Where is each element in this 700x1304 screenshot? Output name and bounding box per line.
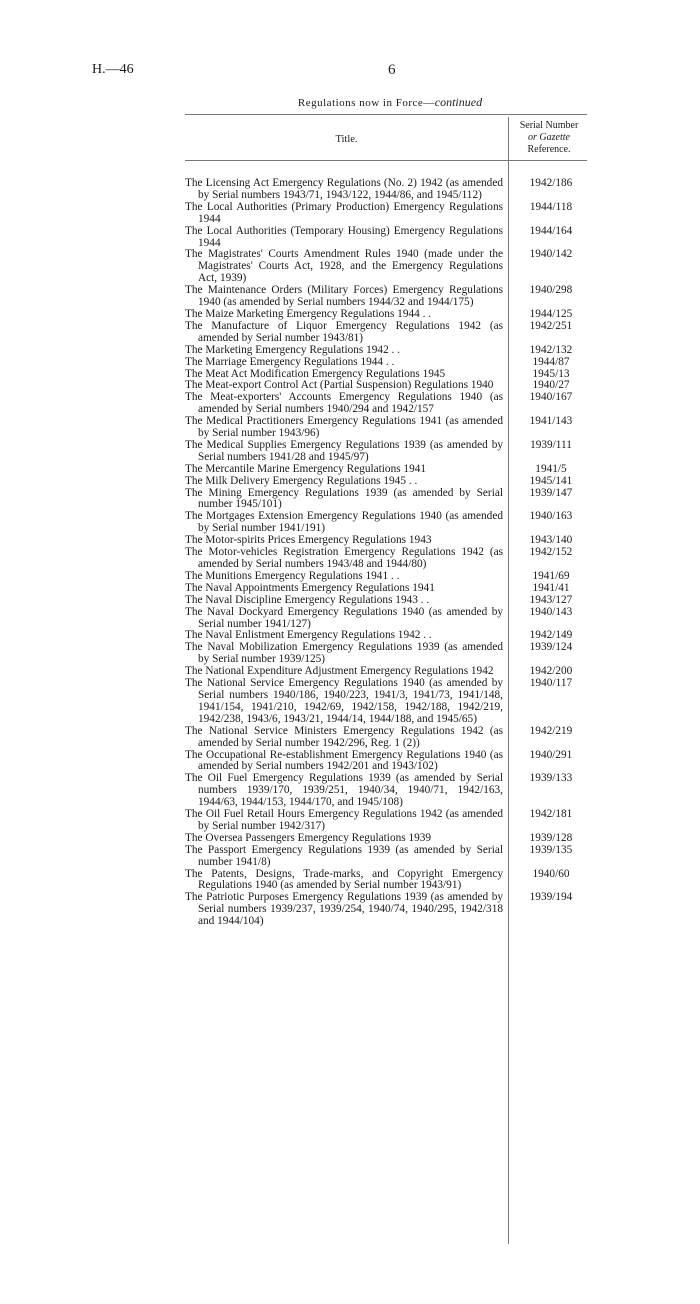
serial-reference: 1940/163 xyxy=(529,510,573,523)
document-reference: H.—46 xyxy=(92,62,134,77)
regulation-title: The Naval Dockyard Emergency Regulations 1940 (as amended by Serial number 1941/127) xyxy=(185,605,503,630)
page-number: 6 xyxy=(388,62,396,78)
regulation-title: The Naval Appointments Emergency Regulations 1941 xyxy=(185,581,435,594)
regulation-title: The National Service Ministers Emergency Regulations 1942 (as amended by Serial number 1942/296, Reg. 1 (2)) xyxy=(185,724,503,749)
regulation-row xyxy=(185,547,605,571)
serial-reference: 1942/132 xyxy=(529,343,573,356)
serial-reference: 1940/27 xyxy=(532,379,570,392)
regulation-title: The Patents, Designs, Trade-marks, and Copyright Emergency Regulations 1940 (as amended by Serial number 1943/91) xyxy=(185,867,503,892)
serial-reference: 1943/127 xyxy=(529,593,573,606)
regulation-row xyxy=(185,357,605,369)
serial-reference: 1939/124 xyxy=(529,641,573,654)
serial-reference: 1940/142 xyxy=(529,248,573,261)
regulation-row xyxy=(185,345,605,357)
serial-reference: 1942/251 xyxy=(529,319,573,332)
regulation-row xyxy=(185,488,605,512)
regulation-row xyxy=(185,511,605,535)
serial-reference: 1939/135 xyxy=(529,843,573,856)
regulation-row xyxy=(185,726,605,750)
regulation-row xyxy=(185,678,605,726)
serial-reference: 1942/181 xyxy=(529,808,573,821)
regulation-title: The Magistrates' Courts Amendment Rules 1940 (made under the Magistrates' Courts Act, 1928, and the Emergency Regulations Act, 1939) xyxy=(185,248,503,285)
serial-reference: 1940/117 xyxy=(529,677,573,690)
serial-reference: 1942/149 xyxy=(529,629,573,642)
serial-header-line2: or Gazette xyxy=(528,132,570,143)
regulation-title: The Meat-exporters' Accounts Emergency Regulations 1940 (as amended by Serial numbers 1940/294 and 1942/157 xyxy=(185,391,503,416)
serial-reference: 1940/298 xyxy=(529,284,573,297)
regulation-row xyxy=(185,583,605,595)
regulation-title: The Marriage Emergency Regulations 1944 . . xyxy=(185,355,395,368)
regulation-row xyxy=(185,750,605,774)
regulation-row xyxy=(185,249,605,285)
serial-reference: 1939/133 xyxy=(529,772,573,785)
serial-reference: 1942/186 xyxy=(529,177,573,189)
serial-reference: 1945/13 xyxy=(532,367,570,380)
regulations-list xyxy=(185,178,605,928)
regulation-title: The Meat-export Control Act (Partial Suspension) Regulations 1940 xyxy=(185,379,494,392)
serial-header-line1: Serial Number xyxy=(519,120,579,131)
regulation-title: The Medical Supplies Emergency Regulations 1939 (as amended by Serial numbers 1941/28 and 1945/97) xyxy=(185,438,503,463)
regulation-title: The Mining Emergency Regulations 1939 (as amended by Serial number 1945/101) xyxy=(185,486,503,511)
regulation-row xyxy=(185,642,605,666)
serial-reference: 1941/143 xyxy=(529,415,573,428)
regulation-title: The National Expenditure Adjustment Emergency Regulations 1942 xyxy=(185,665,494,678)
regulation-title: The Mortgages Extension Emergency Regulations 1940 (as amended by Serial number 1941/191) xyxy=(185,510,503,535)
regulation-row xyxy=(185,809,605,833)
column-header-serial xyxy=(509,120,589,156)
table-caption xyxy=(0,95,700,110)
serial-reference: 1939/194 xyxy=(529,891,573,904)
table-top-rule xyxy=(185,114,587,115)
regulation-title: The Milk Delivery Emergency Regulations 1945 . . xyxy=(185,474,418,487)
serial-reference: 1940/291 xyxy=(529,748,573,761)
serial-reference: 1944/118 xyxy=(529,200,573,213)
regulation-row xyxy=(185,416,605,440)
header-rule xyxy=(185,160,587,161)
regulation-title: The Mercantile Marine Emergency Regulations 1941 xyxy=(185,462,427,475)
regulation-title: The Marketing Emergency Regulations 1942 . . xyxy=(185,343,401,356)
regulation-title: The Patriotic Purposes Emergency Regulations 1939 (as amended by Serial numbers 1939/237, 1939/254, 1940/74, 1940/295, 1942/318 and 1944/104) xyxy=(185,891,503,928)
serial-reference: 1944/87 xyxy=(532,355,570,368)
regulation-title: The Motor-spirits Prices Emergency Regulations 1943 xyxy=(185,534,432,547)
regulation-title: The Meat Act Modification Emergency Regulations 1945 xyxy=(185,367,446,380)
regulation-row xyxy=(185,892,605,928)
regulation-row xyxy=(185,869,605,893)
regulation-row xyxy=(185,476,605,488)
regulation-row xyxy=(185,464,605,476)
serial-reference: 1944/125 xyxy=(529,307,573,320)
regulation-title: The Local Authorities (Temporary Housing) Emergency Regulations 1944 xyxy=(185,224,503,249)
serial-reference: 1943/140 xyxy=(529,534,573,547)
serial-reference: 1939/128 xyxy=(529,831,573,844)
regulation-row xyxy=(185,392,605,416)
regulation-title: The Manufacture of Liquor Emergency Regulations 1942 (as amended by Serial number 1943/81) xyxy=(185,319,503,344)
serial-reference: 1940/167 xyxy=(529,391,573,404)
regulation-title: The Naval Mobilization Emergency Regulations 1939 (as amended by Serial number 1939/125) xyxy=(185,641,503,666)
regulation-title: The Oil Fuel Emergency Regulations 1939 (as amended by Serial numbers 1939/170, 1939/251, 1940/34, 1940/71, 1942/163, 1944/63, 1944/153, 1944/170, and 1945/108) xyxy=(185,772,503,809)
serial-reference: 1940/143 xyxy=(529,605,573,618)
regulation-title: The Licensing Act Emergency Regulations (No. 2) 1942 (as amended by Serial numbers 1943/71, 1943/122, 1944/86, and 1945/112) xyxy=(185,177,503,201)
caption-text: Regulations now in Force— xyxy=(297,97,435,109)
regulation-title: The Oversea Passengers Emergency Regulations 1939 xyxy=(185,831,432,844)
regulation-row xyxy=(185,607,605,631)
regulation-row xyxy=(185,833,605,845)
regulation-title: The Munitions Emergency Regulations 1941 . . xyxy=(185,569,400,582)
caption-continued: continued xyxy=(434,95,483,109)
regulation-title: The Maintenance Orders (Military Forces) Emergency Regulations 1940 (as amended by Serial numbers 1944/32 and 1944/175) xyxy=(185,284,503,309)
regulation-row xyxy=(185,178,605,202)
serial-reference: 1940/60 xyxy=(532,867,570,880)
serial-reference: 1941/41 xyxy=(532,581,570,594)
regulation-row xyxy=(185,773,605,809)
regulation-row xyxy=(185,845,605,869)
regulation-title: The Naval Discipline Emergency Regulations 1943 . . xyxy=(185,593,430,606)
regulation-row xyxy=(185,202,605,226)
serial-header-line3: Reference. xyxy=(527,144,571,155)
regulation-title: The Occupational Re-establishment Emergency Regulations 1940 (as amended by Serial numbers 1942/201 and 1943/102) xyxy=(185,748,503,773)
regulation-title: The Motor-vehicles Registration Emergency Regulations 1942 (as amended by Serial numbers 1943/48 and 1944/80) xyxy=(185,546,503,570)
serial-reference: 1942/219 xyxy=(529,724,573,737)
regulation-title: The National Service Emergency Regulations 1940 (as amended by Serial numbers 1940/186, 1940/223, 1941/3, 1941/73, 1941/148, 1941/154, 1941/210, 1942/69, 1942/158, 1942/188, 1942/219, 1942/238, 1943/6, 1943/21, 1944/14, 1944/188, and 1945/65) xyxy=(185,677,503,725)
serial-reference: 1939/111 xyxy=(530,438,572,451)
regulation-title: The Maize Marketing Emergency Regulations 1944 . . xyxy=(185,307,432,320)
regulation-row xyxy=(185,321,605,345)
regulation-row xyxy=(185,595,605,607)
serial-reference: 1942/200 xyxy=(529,665,573,678)
regulation-row xyxy=(185,226,605,250)
serial-reference: 1939/147 xyxy=(529,486,573,499)
regulation-title: The Medical Practitioners Emergency Regulations 1941 (as amended by Serial number 1943/96) xyxy=(185,415,503,440)
regulation-title: The Oil Fuel Retail Hours Emergency Regulations 1942 (as amended by Serial number 1942/317) xyxy=(185,808,503,832)
serial-reference: 1945/141 xyxy=(529,474,573,487)
column-header-title: Title. xyxy=(335,134,358,145)
serial-reference: 1942/152 xyxy=(529,546,573,559)
serial-reference: 1941/5 xyxy=(535,462,567,475)
serial-reference: 1941/69 xyxy=(532,569,570,582)
regulation-title: The Local Authorities (Primary Production) Emergency Regulations 1944 xyxy=(185,200,503,225)
regulation-row xyxy=(185,440,605,464)
regulation-title: The Naval Enlistment Emergency Regulations 1942 . . xyxy=(185,629,432,642)
regulation-row xyxy=(185,285,605,309)
regulation-title: The Passport Emergency Regulations 1939 (as amended by Serial number 1941/8) xyxy=(185,843,503,868)
serial-reference: 1944/164 xyxy=(529,224,573,237)
